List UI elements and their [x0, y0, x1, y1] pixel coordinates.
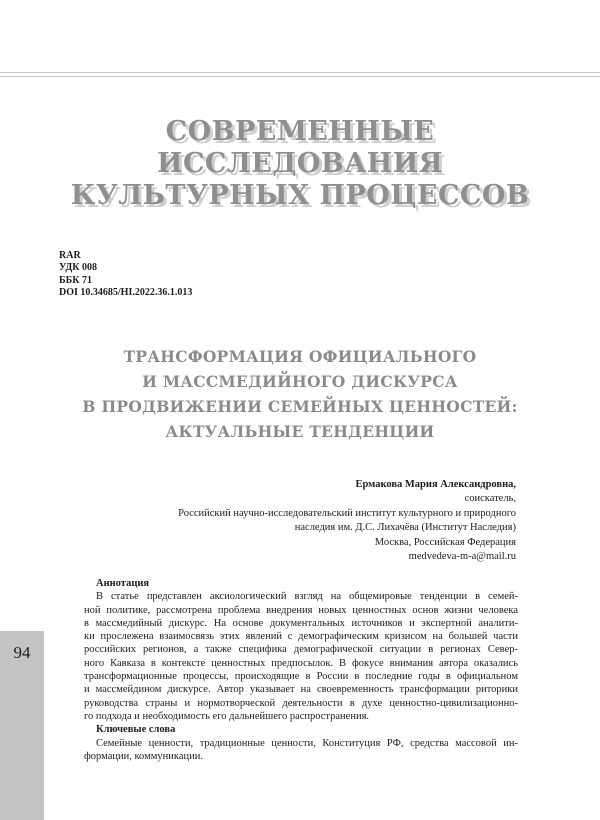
- abstract-line: ки прослежена взаимосвязь этих явлений с демографическим кризисом на большей части: [84, 631, 518, 643]
- udk-code: УДК 008: [59, 262, 97, 274]
- abstract-line: российских регионов, а также специфика демографической ситуации в регионах Север-: [84, 644, 518, 656]
- author-affiliation: наследия им. Д.С. Лихачёва (Институт Наследия): [294, 522, 516, 534]
- keywords-heading: Ключевые слова: [96, 724, 176, 736]
- article-title-line: И МАССМЕДИЙНОГО ДИСКУРСА: [142, 372, 458, 391]
- abstract-line: го подхода и необходимость его дальнейшего распространения.: [84, 710, 370, 722]
- bbk-code: ББК 71: [59, 274, 92, 286]
- abstract-section: [84, 577, 518, 763]
- section-title-line: ИССЛЕДОВАНИЯ: [156, 148, 444, 179]
- author-email: medvedeva-m-a@mail.ru: [408, 551, 516, 563]
- abstract-line: трансформационные процессы, происходящие в России в последние годы в официальном: [84, 671, 518, 683]
- abstract-heading: Аннотация: [96, 578, 150, 589]
- author-location: Москва, Российская Федерация: [374, 536, 516, 548]
- article-title: [0, 344, 600, 444]
- page-number-tab: [0, 631, 44, 820]
- author-position: соискатель,: [464, 493, 516, 505]
- author-name: Ермакова Мария Александровна,: [355, 479, 516, 490]
- author-block: [178, 478, 516, 564]
- section-title: [0, 116, 600, 212]
- abstract-line: в массмедийный дискурс. На основе документальных источников и экспертной аналити-: [84, 617, 518, 629]
- article-title-line: АКТУАЛЬНЫЕ ТЕНДЕНЦИИ: [165, 422, 435, 441]
- abstract-line: В статье представлен аксиологический взгляд на общемировые тенденции в семей-: [96, 591, 518, 603]
- keywords-line: формации, коммуникации.: [84, 750, 203, 762]
- abstract-line: ного Кавказа в контексте ценностных предпосылок. В фокусе внимания автора оказались: [84, 657, 518, 669]
- section-title-line: КУЛЬТУРНЫХ ПРОЦЕССОВ: [70, 180, 530, 211]
- keywords-line: Семейные ценности, традиционные ценности, Конституция РФ, средства массовой ин-: [96, 737, 518, 749]
- abstract-line: руководства страны и нормотворческой деятельности в духе ценностно-цивилизационно-: [84, 697, 518, 709]
- classification-codes: [59, 250, 192, 299]
- article-title-line: ТРАНСФОРМАЦИЯ ОФИЦИАЛЬНОГО: [123, 347, 477, 366]
- doi: DOI 10.34685/HI.2022.36.1.013: [59, 286, 193, 298]
- header-rule-bottom: [0, 76, 600, 77]
- article-title-line: В ПРОДВИЖЕНИИ СЕМЕЙНЫХ ЦЕННОСТЕЙ:: [82, 397, 518, 416]
- page-number: 94: [13, 643, 31, 662]
- abstract-line: ной политике, рассмотрена проблема внедрения новых ценностных основ жизни человека: [84, 604, 518, 616]
- abstract-line: и массмейдином дискурсе. Автор указывает на своевременность трансформации риторики: [84, 684, 518, 696]
- header-rule-top: [0, 72, 600, 73]
- rar-code: RAR: [59, 250, 81, 261]
- section-title-line: СОВРЕМЕННЫЕ: [165, 116, 435, 147]
- author-affiliation: Российский научно-исследовательский институт культурного и природного: [178, 507, 516, 519]
